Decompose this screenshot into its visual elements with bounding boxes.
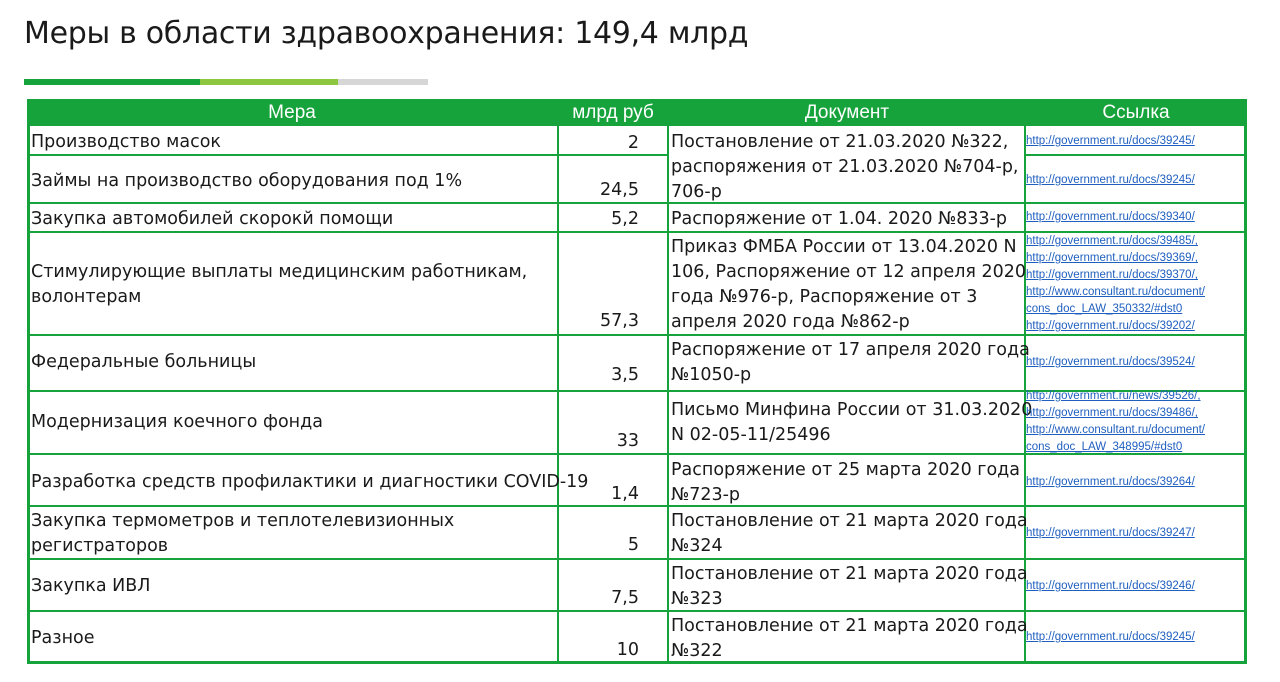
amount-cell: 5 xyxy=(627,535,639,555)
amount-cell: 1,4 xyxy=(611,484,639,504)
page-title: Меры в области здравоохранения: 149,4 млрд xyxy=(24,16,749,51)
amount-cell: 33 xyxy=(616,431,639,451)
column-divider xyxy=(667,99,669,664)
document-cell: Постановление от 21.03.2020 №322, распоряжения от 21.03.2020 №704-р, 706-р xyxy=(671,132,1019,202)
document-link[interactable]: http://government.ru/docs/39245/ xyxy=(1026,135,1195,147)
measure-cell: Займы на производство оборудования под 1% xyxy=(31,171,463,191)
document-link[interactable]: http://government.ru/docs/39245/ xyxy=(1026,174,1195,186)
document-link[interactable]: http://government.ru/docs/39485/, http://government.ru/docs/39369/, http://government.ru/docs/39370/, http://www.consultant.ru/document/ cons_doc_LAW_350332/#dst0 http://government.ru/docs/39202/ xyxy=(1026,235,1205,332)
amount-cell: 24,5 xyxy=(600,180,639,200)
document-cell: Письмо Минфина России от 31.03.2020 N 02-05-11/25496 xyxy=(671,400,1033,445)
document-link[interactable]: http://government.ru/docs/39264/ xyxy=(1026,476,1195,488)
measure-cell: Модернизация коечного фонда xyxy=(31,412,323,432)
document-link[interactable]: http://government.ru/docs/39246/ xyxy=(1026,580,1195,592)
document-cell: Распоряжение от 17 апреля 2020 года №1050-р xyxy=(671,340,1030,385)
accent-bar-light-green xyxy=(200,79,338,85)
measures-table xyxy=(27,99,1247,664)
header-document: Документ xyxy=(804,102,890,123)
amount-cell: 57,3 xyxy=(600,311,639,331)
header-link: Ссылка xyxy=(1102,102,1170,123)
measure-cell: Стимулирующие выплаты медицинским работникам, волонтерам xyxy=(31,262,528,307)
measure-cell: Федеральные больницы xyxy=(31,352,257,372)
table-border-bottom xyxy=(27,661,1247,664)
measure-cell: Разное xyxy=(31,628,95,648)
document-link[interactable]: http://government.ru/news/39526/, http://government.ru/docs/39486/, http://www.consultant.ru/document/ cons_doc_LAW_348995/#dst0 xyxy=(1026,390,1205,453)
row-divider xyxy=(1024,154,1247,156)
document-link[interactable]: http://government.ru/docs/39245/ xyxy=(1026,631,1195,643)
document-cell: Распоряжение от 25 марта 2020 года №723-р xyxy=(671,460,1020,505)
measure-cell: Закупка автомобилей скорокй помощи xyxy=(31,209,394,229)
measure-cell: Производство масок xyxy=(31,132,221,152)
row-divider xyxy=(27,202,1247,204)
header-measure: Мера xyxy=(268,102,316,123)
amount-cell: 5,2 xyxy=(611,209,639,229)
amount-cell: 3,5 xyxy=(611,365,639,385)
measure-cell: Разработка средств профилактики и диагностики COVID-19 xyxy=(31,472,589,492)
amount-cell: 2 xyxy=(627,133,639,153)
accent-bar-gray xyxy=(338,79,428,85)
document-cell: Постановление от 21 марта 2020 года №324 xyxy=(671,511,1028,556)
column-divider xyxy=(557,99,559,664)
row-divider xyxy=(27,505,1247,507)
table-border-left xyxy=(27,99,30,664)
row-divider xyxy=(27,610,1247,612)
document-link[interactable]: http://government.ru/docs/39340/ xyxy=(1026,211,1195,223)
document-cell: Распоряжение от 1.04. 2020 №833-р xyxy=(671,209,1008,229)
document-link[interactable]: http://government.ru/docs/39247/ xyxy=(1026,527,1195,539)
table-border-right xyxy=(1244,99,1247,664)
measure-cell: Закупка термометров и теплотелевизионных регистраторов xyxy=(31,511,455,556)
document-cell: Постановление от 21 марта 2020 года №323 xyxy=(671,564,1028,609)
table-header xyxy=(27,99,1247,126)
amount-cell: 7,5 xyxy=(611,588,639,608)
document-cell: Постановление от 21 марта 2020 года №322 xyxy=(671,616,1028,661)
header-amount: млрд руб xyxy=(572,102,654,123)
measure-cell: Закупка ИВЛ xyxy=(31,576,151,596)
accent-bar-green xyxy=(24,79,200,85)
document-cell: Приказ ФМБА России от 13.04.2020 N 106, Распоряжение от 12 апреля 2020 года №976-р, Распоряжение от 3 апреля 2020 года №862-р xyxy=(671,237,1027,332)
document-link[interactable]: http://government.ru/docs/39524/ xyxy=(1026,356,1195,368)
amount-cell: 10 xyxy=(616,640,639,660)
